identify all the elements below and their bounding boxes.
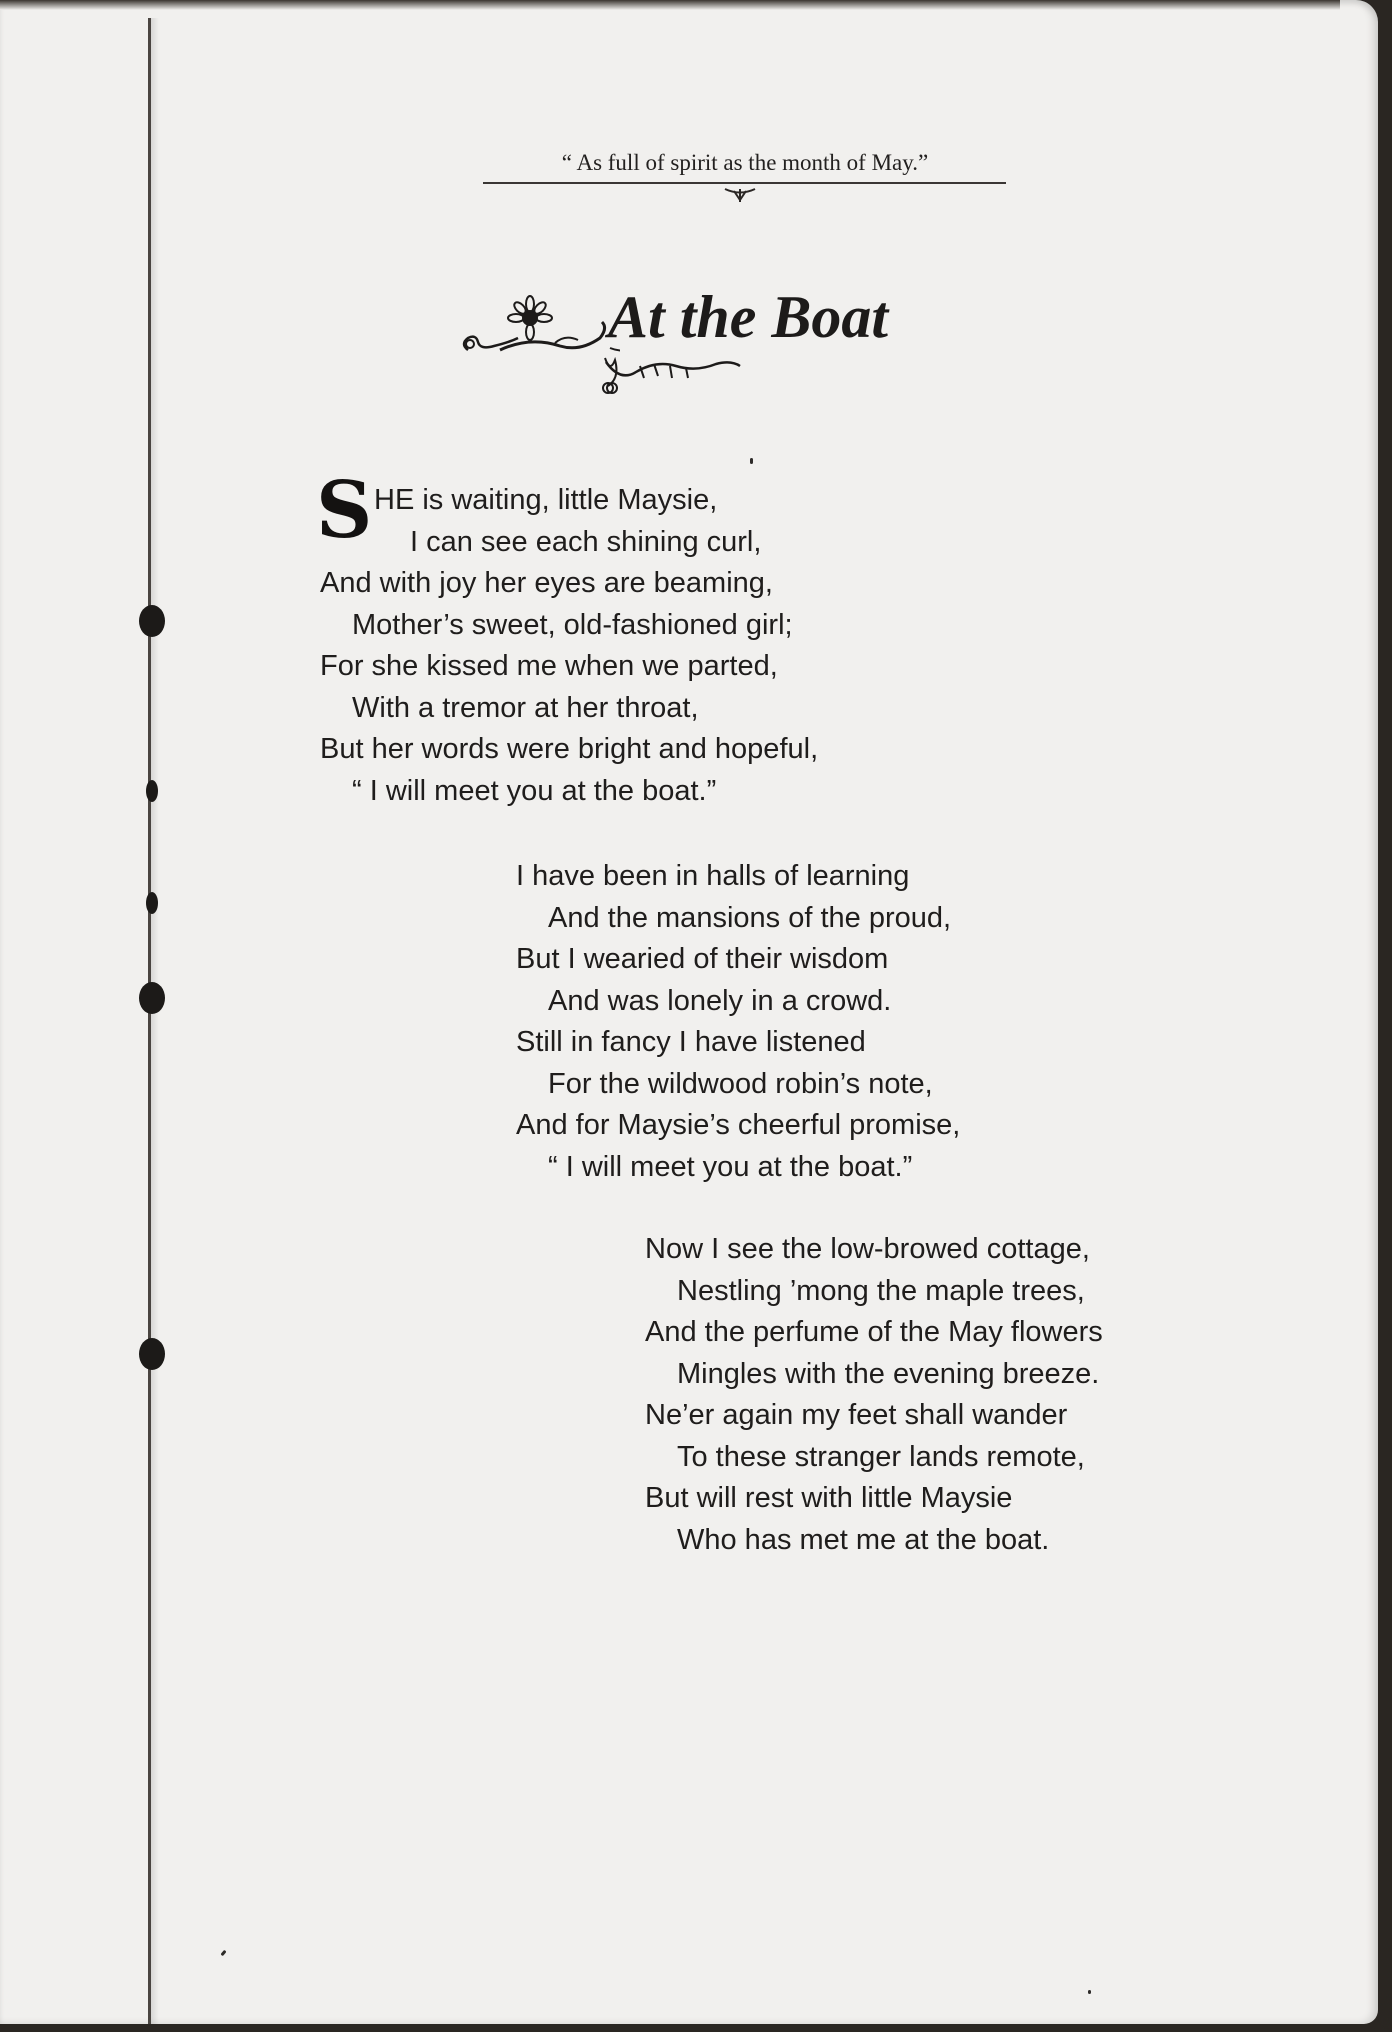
poem-line: And for Maysie’s cheerful promise, — [516, 1109, 961, 1141]
poem-line: And with joy her eyes are beaming, — [320, 567, 773, 599]
binding-stitch — [139, 1338, 165, 1370]
poem-line: But will rest with little Maysie — [645, 1482, 1013, 1514]
poem-line: Who has met me at the boat. — [677, 1523, 1050, 1556]
poem-line: Still in fancy I have listened — [516, 1026, 866, 1058]
flourish-icon — [723, 186, 757, 204]
poem-line: “ I will meet you at the boat.” — [548, 1150, 913, 1183]
page-top-edge — [0, 0, 1340, 10]
poem-line: I have been in halls of learning — [516, 860, 910, 892]
stanza-1-body — [320, 563, 818, 812]
binding-stitch — [139, 605, 165, 637]
poem-line: Mingles with the evening breeze. — [677, 1357, 1100, 1390]
poem-line: And the mansions of the proud, — [548, 901, 952, 934]
poem-line: To these stranger lands remote, — [677, 1440, 1085, 1473]
gutter-shadow — [151, 18, 159, 2024]
poem-line: Now I see the low-browed cottage, — [645, 1233, 1090, 1265]
paper-speck — [220, 1950, 226, 1957]
poem-line: Ne’er again my feet shall wander — [645, 1399, 1068, 1431]
poem-line: For she kissed me when we parted, — [320, 650, 778, 682]
drop-cap: S — [316, 465, 373, 556]
paper-speck — [750, 458, 753, 464]
poem-line: With a tremor at her throat, — [352, 691, 699, 724]
binding-stitch — [146, 780, 158, 802]
poem-line: But I wearied of their wisdom — [516, 943, 889, 975]
stanza-2 — [516, 856, 960, 1188]
epigraph-rule — [483, 182, 1006, 184]
stanza-1 — [374, 480, 761, 563]
poem-line: And the perfume of the May flowers — [645, 1316, 1103, 1348]
poem-title: At the Boat — [608, 284, 889, 350]
epigraph: “ As full of spirit as the month of May.” — [561, 150, 929, 175]
poem-line: But her words were bright and hopeful, — [320, 733, 819, 765]
poem-line: And was lonely in a crowd. — [548, 984, 892, 1017]
poem-line: HE is waiting, little Maysie, — [374, 484, 718, 516]
poem-line: “ I will meet you at the boat.” — [352, 774, 717, 807]
flourish-tail-icon — [596, 352, 746, 397]
binding-stitch — [139, 982, 165, 1014]
poem-line: I can see each shining curl, — [410, 525, 762, 558]
poem-line: For the wildwood robin’s note, — [548, 1067, 933, 1100]
binding-stitch — [146, 892, 158, 914]
paper-speck — [1088, 1990, 1091, 1994]
poem-line: Mother’s sweet, old-fashioned girl; — [352, 608, 793, 641]
stanza-3 — [645, 1229, 1103, 1561]
poem-line: Nestling ’mong the maple trees, — [677, 1274, 1085, 1307]
